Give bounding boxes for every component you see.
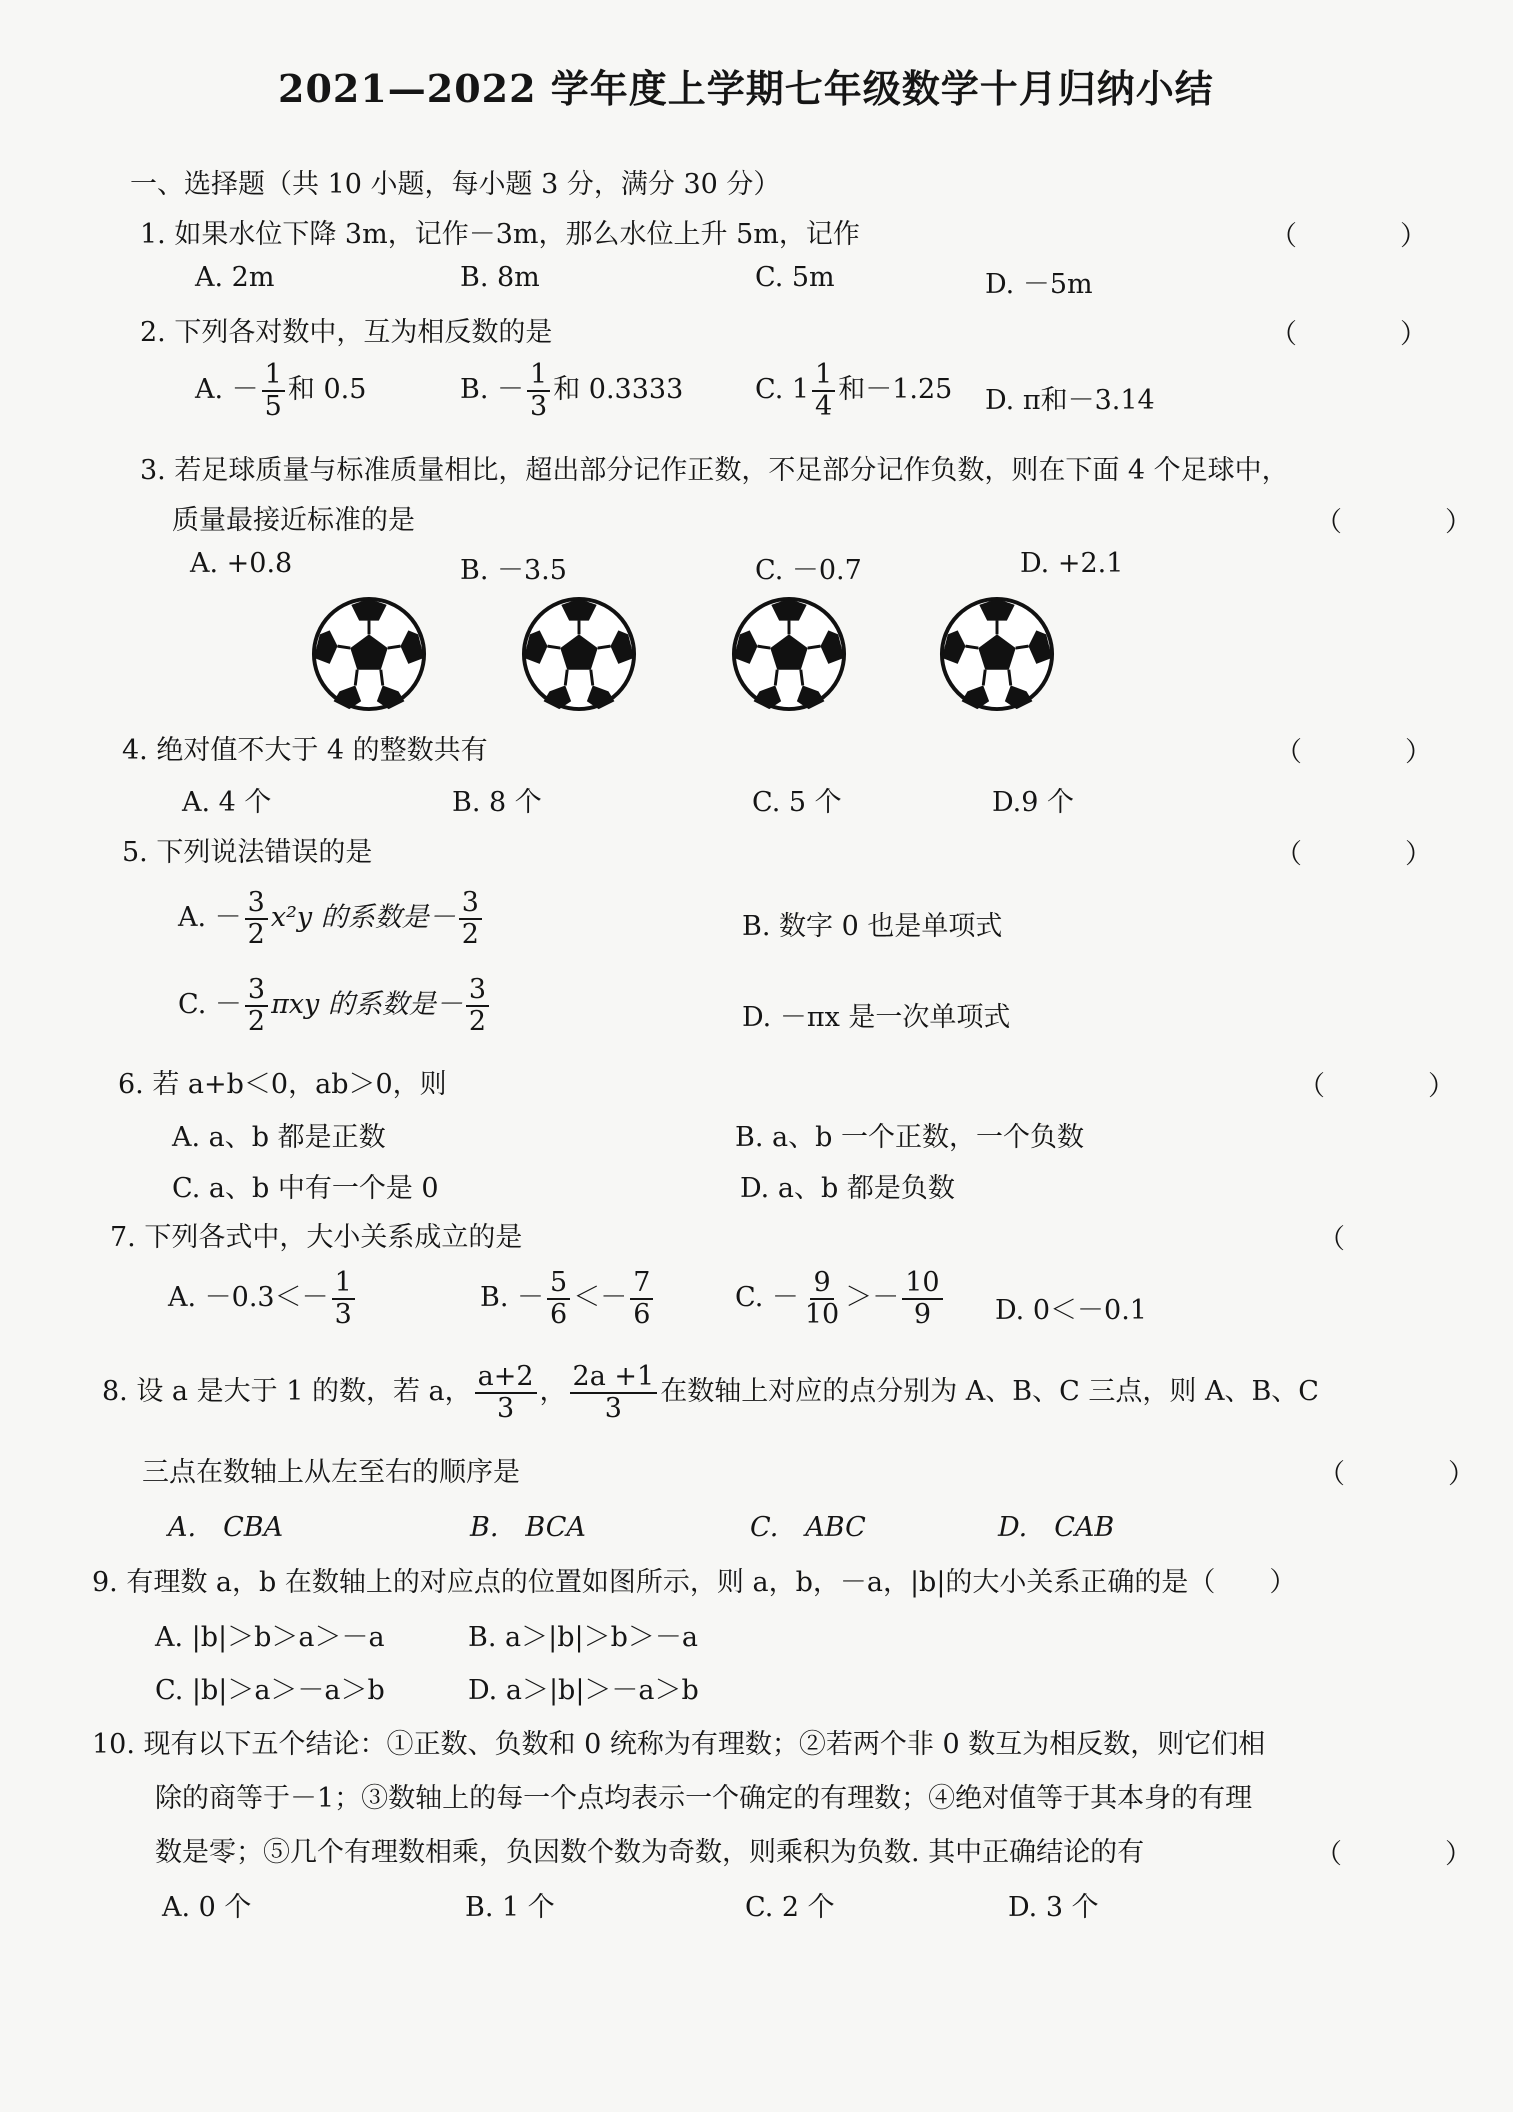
- q3-option-a: A. +0.8: [190, 548, 293, 579]
- q7-b-fraction-2: [630, 1268, 653, 1329]
- soccer-ball-icon: [938, 595, 1056, 713]
- q7-option-a: [168, 1268, 358, 1329]
- q2-c-suffix: 和－1.25: [838, 374, 953, 406]
- q8-comma: ，: [539, 1376, 567, 1408]
- q8-fraction-1-numerator: a+2: [475, 1362, 537, 1394]
- section-heading: 一、选择题（共 10 小题，每小题 3 分，满分 30 分）: [130, 169, 781, 200]
- q5-option-a: [178, 888, 485, 949]
- q8-option-a: A. CBA: [168, 1512, 284, 1543]
- q2-b-prefix: B. －: [460, 374, 525, 406]
- q5-c-numerator-2: 3: [466, 975, 489, 1007]
- q2-c-prefix: C. 1: [755, 374, 810, 406]
- q4-stem: 4. 绝对值不大于 4 的整数共有: [122, 735, 488, 766]
- q8-stem-prefix: 8. 设 a 是大于 1 的数，若 a，: [102, 1376, 472, 1408]
- q8-option-b: B. BCA: [470, 1512, 586, 1543]
- q8-stem-line2: 三点在数轴上从左至右的顺序是: [142, 1457, 520, 1488]
- q7-c-middle: ＞－: [845, 1282, 900, 1314]
- q2-option-d: D. π和－3.14: [985, 385, 1155, 416]
- q5-a-middle: x²y 的系数是－: [270, 902, 456, 934]
- q2-option-b: [460, 360, 683, 421]
- q2-a-numerator: 1: [262, 360, 285, 392]
- q8-option-c: C. ABC: [750, 1512, 866, 1543]
- q7-option-b: [480, 1268, 656, 1329]
- q10-stem-line2: 除的商等于－1；③数轴上的每一个点均表示一个确定的有理数；④绝对值等于其本身的有理: [155, 1783, 1253, 1814]
- q5-option-b: B. 数字 0 也是单项式: [742, 911, 1003, 942]
- q8-option-d: D. CAB: [998, 1512, 1115, 1543]
- q9-stem: 9. 有理数 a，b 在数轴上的对应点的位置如图所示，则 a，b，－a，|b|的大小关系正确的是（ ）: [92, 1567, 1297, 1598]
- page-title: 2021—2022 学年度上学期七年级数学十月归纳小结: [278, 66, 1214, 111]
- q3-option-c: C. －0.7: [755, 555, 862, 586]
- q5-c-numerator: 3: [245, 975, 268, 1007]
- q5-c-middle: πxy 的系数是－: [271, 989, 463, 1021]
- q5-a-denominator: 2: [247, 918, 265, 950]
- q8-fraction-1-denominator: 3: [497, 1392, 515, 1424]
- q7-b-denominator-2: 6: [633, 1298, 651, 1330]
- q5-c-prefix: C. －: [178, 989, 242, 1021]
- q5-option-c: [178, 975, 492, 1036]
- q10-stem-line3: 数是零；⑤几个有理数相乘，负因数个数为奇数，则乘积为负数. 其中正确结论的有: [155, 1837, 1145, 1868]
- q6-stem: 6. 若 a+b＜0，ab＞0，则: [118, 1069, 447, 1100]
- q3-answer-blank: （ ）: [1315, 507, 1510, 538]
- q7-c-fraction: [802, 1268, 842, 1329]
- q7-b-numerator-2: 7: [630, 1268, 653, 1300]
- q5-c-fraction-2: [466, 975, 489, 1036]
- q2-answer-blank: （ ）: [1270, 319, 1465, 350]
- q7-c-denominator-2: 9: [913, 1298, 931, 1330]
- q5-a-fraction: [245, 888, 268, 949]
- q1-option-c: C. 5m: [755, 262, 835, 293]
- q2-stem: 2. 下列各对数中，互为相反数的是: [140, 317, 553, 348]
- q5-a-fraction-2: [459, 888, 482, 949]
- q2-a-fraction: [262, 360, 285, 421]
- q5-answer-blank: （ ）: [1275, 839, 1470, 870]
- q8-fraction-2-numerator: 2a +1: [570, 1362, 658, 1394]
- q4-option-d: D.9 个: [992, 787, 1075, 818]
- q9-option-c: C. |b|＞a＞－a＞b: [155, 1675, 385, 1706]
- q7-a-numerator: 1: [332, 1268, 355, 1300]
- q2-a-prefix: A. －: [195, 374, 259, 406]
- q5-c-fraction: [245, 975, 268, 1036]
- q5-c-denominator: 2: [247, 1005, 266, 1037]
- q10-option-b: B. 1 个: [465, 1892, 555, 1923]
- q5-a-numerator-2: 3: [459, 888, 482, 920]
- q5-a-denominator-2: 2: [461, 918, 479, 950]
- q7-b-numerator: 5: [547, 1268, 570, 1300]
- q3-stem-line2: 质量最接近标准的是: [172, 505, 415, 536]
- q8-stem-suffix: 在数轴上对应的点分别为 A、B、C 三点，则 A、B、C: [660, 1376, 1319, 1408]
- q2-b-fraction: [527, 360, 550, 421]
- q2-c-numerator: 1: [812, 360, 835, 392]
- q7-c-prefix: C. －: [735, 1282, 799, 1314]
- q4-option-c: C. 5 个: [752, 787, 842, 818]
- q2-a-suffix: 和 0.5: [287, 374, 367, 406]
- q5-a-prefix: A. －: [178, 902, 242, 934]
- q6-answer-blank: （ ）: [1298, 1071, 1493, 1102]
- q5-option-d: D. －πx 是一次单项式: [742, 1002, 1011, 1033]
- q5-c-denominator-2: 2: [468, 1005, 487, 1037]
- q2-b-denominator: 3: [530, 390, 548, 422]
- q9-option-b: B. a＞|b|＞b＞－a: [468, 1622, 698, 1653]
- q6-option-a: A. a、b 都是正数: [172, 1122, 386, 1153]
- q1-option-d: D. －5m: [985, 269, 1093, 300]
- soccer-ball-icon: [730, 595, 848, 713]
- q7-b-prefix: B. －: [480, 1282, 545, 1314]
- q2-c-denominator: 4: [815, 390, 833, 422]
- q7-answer-blank: （: [1318, 1224, 1345, 1255]
- q7-a-denominator: 3: [334, 1298, 352, 1330]
- q2-b-suffix: 和 0.3333: [553, 374, 684, 406]
- q10-answer-blank: （ ）: [1315, 1839, 1510, 1870]
- q7-option-d: D. 0＜－0.1: [995, 1295, 1147, 1326]
- q2-c-fraction: [812, 360, 835, 421]
- q7-a-prefix: A. －0.3＜－: [168, 1282, 329, 1314]
- q8-fraction-2-denominator: 3: [604, 1392, 622, 1424]
- q4-answer-blank: （ ）: [1275, 737, 1470, 768]
- q10-option-c: C. 2 个: [745, 1892, 835, 1923]
- q7-c-fraction-2: [902, 1268, 942, 1329]
- q7-c-denominator: 10: [804, 1298, 840, 1330]
- q7-stem: 7. 下列各式中，大小关系成立的是: [110, 1222, 523, 1253]
- q3-option-b: B. －3.5: [460, 555, 567, 586]
- q9-option-a: A. |b|＞b＞a＞－a: [155, 1622, 385, 1653]
- q7-b-middle: ＜－: [573, 1282, 628, 1314]
- q6-option-d: D. a、b 都是负数: [740, 1173, 955, 1204]
- q3-option-d: D. +2.1: [1020, 548, 1124, 579]
- soccer-ball-icon: [310, 595, 428, 713]
- q3-stem-line1: 3. 若足球质量与标准质量相比，超出部分记作正数，不足部分记作负数，则在下面 4 个足球中，: [140, 455, 1289, 486]
- q10-option-d: D. 3 个: [1008, 1892, 1099, 1923]
- q2-b-numerator: 1: [527, 360, 550, 392]
- soccer-ball-icon: [520, 595, 638, 713]
- q1-stem: 1. 如果水位下降 3m，记作－3m，那么水位上升 5m，记作: [140, 219, 860, 250]
- q4-option-a: A. 4 个: [182, 787, 272, 818]
- q8-fraction-2: [570, 1362, 658, 1423]
- q7-b-fraction: [547, 1268, 570, 1329]
- q1-option-a: A. 2m: [195, 262, 275, 293]
- q8-stem-line1: [102, 1362, 1319, 1423]
- q2-a-denominator: 5: [264, 390, 282, 422]
- q2-option-c: [755, 360, 952, 421]
- q1-option-b: B. 8m: [460, 262, 540, 293]
- q5-a-numerator: 3: [245, 888, 268, 920]
- q10-stem-line1: 10. 现有以下五个结论：①正数、负数和 0 统称为有理数；②若两个非 0 数互为相反数，则它们相: [92, 1729, 1266, 1760]
- q7-c-numerator: 9: [810, 1268, 833, 1300]
- q7-a-fraction: [332, 1268, 355, 1329]
- q1-answer-blank: （ ）: [1270, 221, 1465, 252]
- q6-option-c: C. a、b 中有一个是 0: [172, 1173, 439, 1204]
- q7-b-denominator: 6: [550, 1298, 568, 1330]
- q5-stem: 5. 下列说法错误的是: [122, 837, 373, 868]
- q9-option-d: D. a＞|b|＞－a＞b: [468, 1675, 699, 1706]
- q6-option-b: B. a、b 一个正数，一个负数: [735, 1122, 1084, 1153]
- q4-option-b: B. 8 个: [452, 787, 542, 818]
- q8-answer-blank: （ ）: [1318, 1459, 1513, 1490]
- q2-option-a: [195, 360, 366, 421]
- q7-option-c: [735, 1268, 946, 1329]
- q10-option-a: A. 0 个: [162, 1892, 252, 1923]
- q7-c-numerator-2: 10: [902, 1268, 942, 1300]
- q8-fraction-1: [475, 1362, 537, 1423]
